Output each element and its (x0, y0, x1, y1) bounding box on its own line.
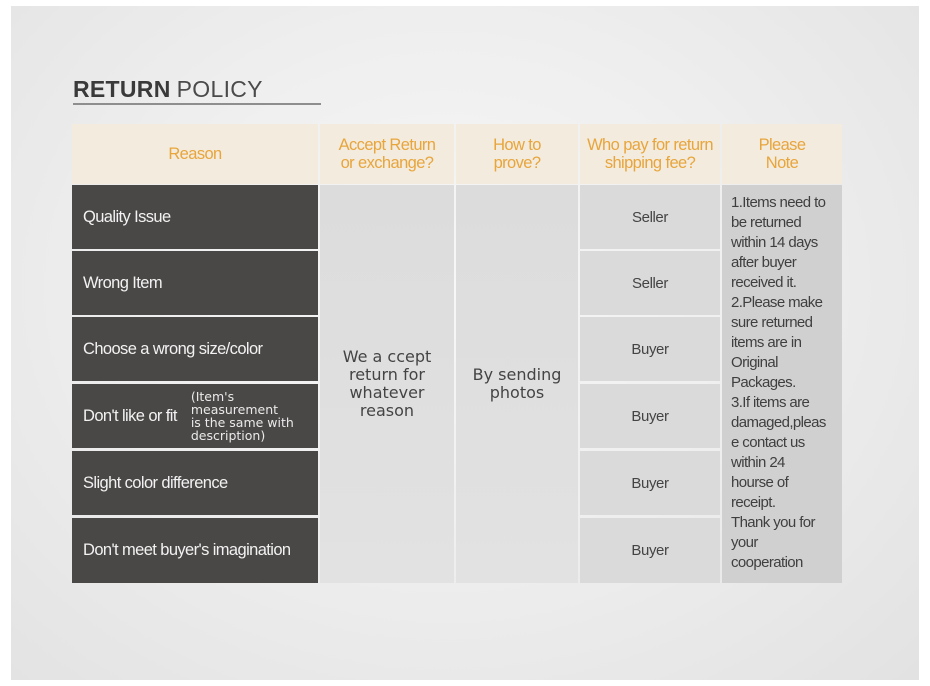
header-note-line-1: Please (758, 136, 806, 154)
reason-label: Quality Issue (83, 207, 171, 226)
note-line: within 14 days (731, 234, 818, 251)
reason-label: Choose a wrong size/color (83, 339, 263, 358)
note-line: Packages. (731, 374, 796, 391)
title-underline (73, 103, 321, 105)
header-pay-line-1: Who pay for return (587, 136, 713, 154)
note-line: sure returned (731, 314, 813, 331)
please-note-cell (722, 185, 842, 583)
reason-cell (72, 518, 318, 583)
payer-label: Buyer (631, 474, 669, 492)
header-prove-line-1: How to (493, 136, 541, 154)
payer-cell (580, 451, 720, 515)
reason-side-note (191, 390, 294, 442)
header-pay-line-2: shipping fee? (604, 154, 696, 172)
accept-return-cell (320, 185, 454, 583)
note-line: 2.Please make (731, 294, 823, 311)
payer-cell (580, 251, 720, 315)
note-line: be returned (731, 214, 802, 231)
side-note-line: description) (190, 428, 266, 443)
note-line: after buyer (731, 254, 797, 271)
return-policy-table (72, 124, 842, 583)
payer-cell (580, 185, 720, 249)
side-note-line: (Item's (190, 389, 235, 404)
page-title (73, 76, 263, 104)
reason-cell (72, 451, 318, 515)
note-line: damaged,pleas (731, 414, 826, 431)
payer-label: Seller (632, 208, 668, 226)
note-line: receipt. (731, 494, 776, 511)
reason-label: Don't meet buyer's imagination (83, 541, 291, 559)
payer-label: Buyer (631, 542, 669, 559)
header-note (722, 124, 842, 184)
note-line: items are in (731, 334, 802, 351)
note-line: Original (731, 354, 778, 371)
reason-cell (72, 185, 318, 249)
accept-line: reason (359, 401, 415, 420)
reason-label: Wrong Item (83, 273, 162, 292)
reason-label: Slight color difference (83, 473, 228, 492)
note-line: 3.If items are (731, 394, 810, 411)
header-reason (72, 124, 318, 184)
header-accept-line-2: or exchange? (340, 154, 434, 172)
reason-cell (72, 317, 318, 381)
header-note-line-2: Note (765, 154, 799, 172)
payer-label: Buyer (631, 407, 669, 425)
prove-line: photos (489, 383, 545, 402)
note-line: 1.Items need to (731, 194, 826, 211)
payer-label: Seller (632, 274, 668, 292)
reason-cell (72, 251, 318, 315)
note-line: your (731, 534, 758, 551)
note-line: hourse of (731, 474, 789, 491)
accept-line: whatever (349, 383, 425, 402)
header-reason-label: Reason (168, 145, 222, 163)
header-accept-line-1: Accept Return (338, 136, 436, 154)
note-line: Thank you for (731, 514, 815, 531)
note-line: received it. (731, 274, 797, 291)
header-prove-line-2: prove? (493, 154, 541, 172)
note-line: cooperation (731, 554, 803, 571)
payer-cell (580, 518, 720, 583)
title-bold: RETURN (73, 76, 171, 102)
payer-cell (580, 384, 720, 448)
header-prove (456, 124, 578, 184)
title-light: POLICY (176, 76, 263, 102)
header-pay (580, 124, 720, 184)
reason-cell (72, 384, 318, 448)
side-note-line: measurement (190, 402, 279, 417)
prove-line: By sending (472, 365, 562, 384)
accept-line: We a ccept (342, 347, 432, 366)
payer-cell (580, 317, 720, 381)
how-to-prove-cell (456, 185, 578, 583)
note-line: within 24 (731, 454, 785, 471)
payer-label: Buyer (631, 340, 669, 358)
side-note-line: is the same with (190, 415, 294, 430)
accept-line: return for (348, 365, 425, 384)
note-line: e contact us (731, 434, 805, 451)
reason-label: Don't like or fit (83, 406, 177, 425)
header-accept (320, 124, 454, 184)
